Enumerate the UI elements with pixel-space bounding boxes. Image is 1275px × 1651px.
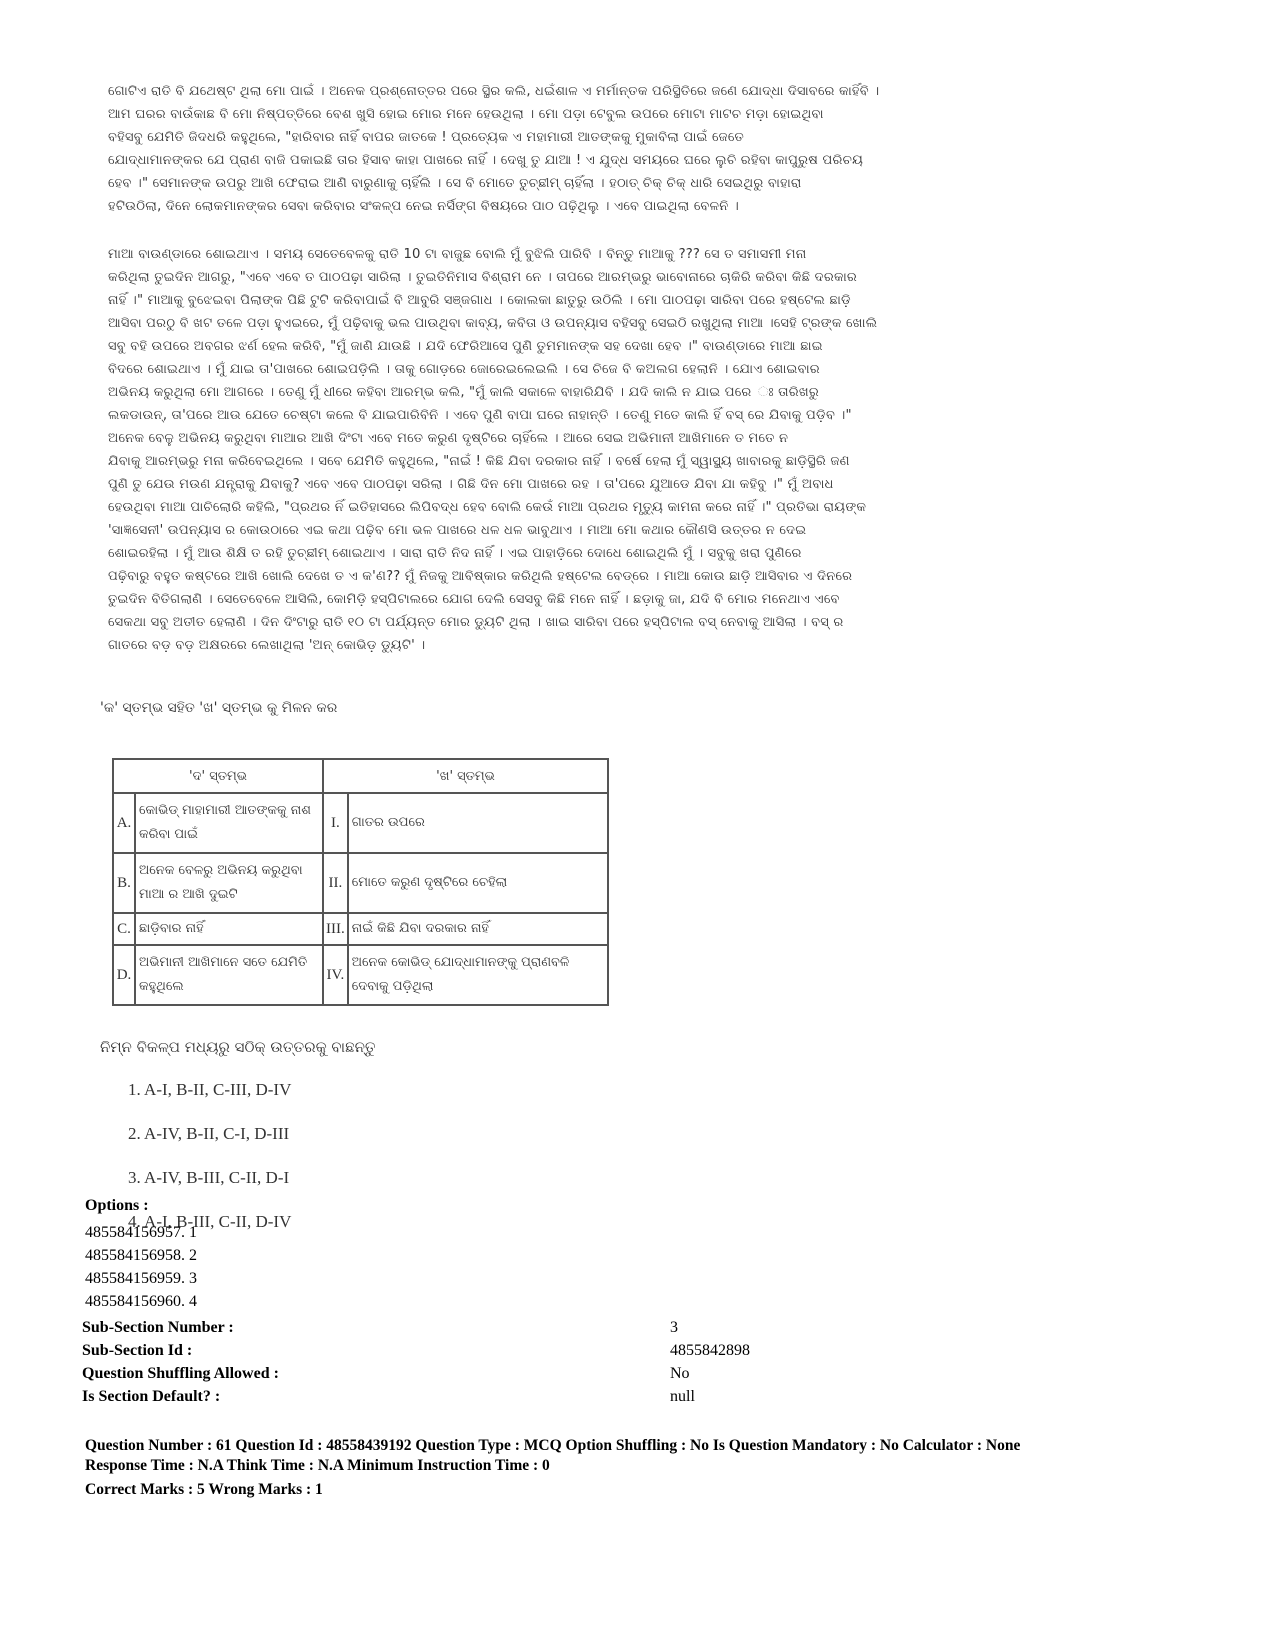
passage-line: ଗାତରେ ବଡ଼ ବଡ଼ ଅକ୍ଷରରେ ଲେଖାଥିଲା 'ଅନ୍ କୋଭିଡ଼ ଡ୍ୟୁଟି' । <box>108 638 426 653</box>
passage-line: ଶୋଇରହିଲା । ମୁଁ ଆଉ ଶିକ୍ଷି ତ ରହି ତୁଚ୍ଛୀମ୍ ଶୋଇଥାଏ । ସାରା ରାତି ନିଦ ନାହିଁ । ଏଇ ପାହାଡ଼ିରେ ଦୋଧେ ଶୋଇଥିଲି ମୁଁ । ସବୁକୁ ଖରା ପୁଣିରେ <box>108 546 802 561</box>
meta-value: null <box>670 1388 695 1405</box>
row-key-b: IV. <box>323 945 348 1005</box>
meta-value: 4855842898 <box>670 1342 750 1359</box>
meta-label: Sub-Section Number : <box>82 1319 234 1336</box>
row-text-b: ନାଇଁ କିଛି ଯିବା ଦରକାର ନାହିଁ <box>348 913 608 945</box>
passage-paragraph-1 <box>108 80 972 218</box>
row-key-a: B. <box>113 853 135 913</box>
section-meta <box>82 1316 782 1408</box>
meta-row <box>82 1362 782 1385</box>
passage-paragraph-2 <box>108 243 972 657</box>
passage-line: ହେଉଥିବା ମାଆ ପାଚିଲୋରି କହିଲି, "ପ୍ରଥର ନିଁ ଇତିହାସରେ ଲିପିବଦ୍ଧ ହେବ ବୋଲି କେଉଁ ମାଆ ପ୍ରଥର ମୃତ୍ୟୁ କାମନା କରେ ନାହିଁ ।" ପ୍ରତିଭା ରାୟଙ୍କ <box>108 500 867 515</box>
option-item: 485584156958. 2 <box>85 1247 197 1264</box>
question-info-line: Response Time : N.A Think Time : N.A Minimum Instruction Time : 0 <box>85 1457 550 1474</box>
table-row <box>113 793 608 853</box>
passage-line: ଅନେକ ବେଳୁ ଅଭିନୟ କରୁଥିବା ମାଆର ଆଖି ଦିଂଟା ଏବେ ମତେ କରୁଣ ଦୃଷ୍ଟିରେ ଚାହିଁଲେ । ଆରେ ସେଇ ଅଭିମାନୀ ଆଖିମାନେ ତ ମତେ ନ <box>108 431 789 446</box>
option-item: 485584156957. 1 <box>85 1224 197 1241</box>
passage-line: ଯିବାକୁ ଆରମ୍ଭରୁ ମନା କରିବେଇଥିଲେ । ସବେ ଯେମିତି କହୁଥିଲେ, "ନାଇଁ ! କିଛି ଯିବା ଦରକାର ନାହିଁ । ବର୍ଷେ ହେଲା ମୁଁ ସ୍ୱାସ୍ଥ୍ୟ ଖାବାରକୁ ଛାଡ଼ିସ୍ଥିରି ଜଣ <box>108 454 850 469</box>
option-item: 485584156960. 4 <box>85 1293 197 1310</box>
marks-line: Correct Marks : 5 Wrong Marks : 1 <box>85 1481 323 1498</box>
answer-choice[interactable]: 2. A-IV, B-II, C-I, D-III <box>128 1124 290 1143</box>
row-key-a: A. <box>113 793 135 853</box>
passage-line: ସବୁ ବହି ଉପରେ ଅବଗର ଝର୍ଣ ହେଲ କରିବି, "ମୁଁ ଜାଣି ଯାଉଛି । ଯଦି ଫେରିଆସେ ପୁଣି ତୁମମାନଙ୍କ ସହ ଦେଖା ହେବ ।" ବାଉଣ୍ଡାରେ ମାଆ ଛାଇ <box>108 339 823 354</box>
options-list <box>85 1221 197 1313</box>
match-table-header <box>113 759 608 793</box>
meta-label: Is Section Default? : <box>82 1388 221 1405</box>
answer-choice[interactable]: 1. A-I, B-II, C-III, D-IV <box>128 1080 292 1099</box>
row-text-a: କୋଭିଡ୍ ମାହାମାରୀ ଆତଙ୍କକୁ ନାଶ କରିବା ପାଇଁ <box>135 793 323 853</box>
passage-line: ଯୋଦ୍ଧାମାନଙ୍କର ଯେ ପ୍ରାଣ ବାଜି ପକାଇଛି ତାର ହିସାବ କାହା ପାଖରେ ନାହିଁ । ଦେଖୁ ତୁ ଯାଆ ! ଏ ଯୁଦ୍ଧ ସମୟରେ ଘରେ ଲୁଚି ରହିବା କାପୁରୁଷ ପରିଚୟ <box>108 153 864 168</box>
row-text-b: ଅନେକ କୋଭିଡ୍ ଯୋଦ୍ଧାମାନଙ୍କୁ ପ୍ରାଣବଳି ଦେବାକୁ ପଡ଼ିଥିଲା <box>348 945 608 1005</box>
meta-row <box>82 1385 782 1408</box>
passage-line: 'ସାଜ୍ଞସେନୀ' ଉପନ୍ୟାସ ର କୋଉଠାରେ ଏଇ କଥା ପଢ଼ିବ ମୋ ଭଳ ପାଖରେ ଧଳ ଧଳ ଭାବୁଥାଏ । ମାଆ ମୋ କଥାର କୌଣସି ଉତ୍ତର ନ ଦେଇ <box>108 523 807 538</box>
passage-line: ବହିସବୁ ଯେମିତି ଜିଦଧରି କହୁଥିଲେ, "ହାରିବାର ନାହିଁ ବାପର ଜାତକେ ! ପ୍ରତ୍ୟେକ ଏ ମହାମାରୀ ଆତଙ୍କକୁ ମୁକାବିଲା ପାଇଁ ଜେତେ <box>108 130 745 145</box>
match-instruction: 'କ' ସ୍ତମ୍ଭ ସହିତ 'ଖ' ସ୍ତମ୍ଭ କୁ ମିଳନ କର <box>100 700 338 716</box>
passage-line: ପଢ଼ିବାରୁ ବହୁତ କଷ୍ଟରେ ଆଖି ଖୋଲି ଦେଖେ ତ ଏ କ'ଣ?? ମୁଁ ନିଜକୁ ଆବିଷ୍କାର କରିଥିଲି ହଷ୍ଟେଲ ବେଡ୍‌ରେ । ମାଆ କୋଉ ଛାଡ଼ି ଆସିବାର ଏ ଦିନରେ <box>108 569 853 584</box>
question-image <box>100 70 980 1230</box>
meta-row <box>82 1339 782 1362</box>
meta-row <box>82 1316 782 1339</box>
table-row <box>113 913 608 945</box>
row-key-a: D. <box>113 945 135 1005</box>
table-row <box>113 853 608 913</box>
passage-line: ଆମ ଘରର ବାଉଁକାଛ ବି ମୋ ନିଷ୍ପତ୍ତିରେ ବେଶ ଖୁସି ହୋଇ ମୋର ମନେ ହେଉଥିଲା । ମୋ ପଡ଼ା ଟେବୁଲ ଉପରେ ମୋଟା ମାଟଚ ମଡ଼ା ହୋଇଥିବା <box>108 107 824 122</box>
passage-line: ଲକଡାଉନ୍, ତା'ପରେ ଆଉ ଯେତେ ଚେଷ୍ଟା କଲେ ବି ଯାଇପାରିବିନି । ଏବେ ପୁଣି ବାପା ଘରେ ନାହାନ୍ତି । ତେଣୁ ମତେ କାଲି ହିଁ ବସ୍ ରେ ଯିବାକୁ ପଡ଼ିବ ।" <box>108 408 852 423</box>
passage-line: ହଟିଉଠିଲା, ଦିନେ ଲୋକମାନଙ୍କର ସେବା କରିବାର ସଂକଳ୍ପ ନେଇ ନର୍ସିଙ୍ଗ ବିଷୟରେ ପାଠ ପଢ଼ିଥିଲୁ । ଏବେ ପାଇଥିଲା ବେଳନି । <box>108 199 739 214</box>
passage-line: ତୁଇଦିନ ବିତିଗଲାଣି । ସେତେବେଳେ ଆସିଲି, କୋମିଡ଼ି ହସ୍ପିଟାଲରେ ଯୋଗ ଦେଲି ସେସବୁ କିଛି ମନେ ନାହିଁ । ଛଡ଼ାକୁ ଜା, ଯଦି ବି ମୋର ମନେଥାଏ ଏବେ <box>108 592 840 607</box>
answer-choice[interactable]: 4. A-I, B-III, C-II, D-IV <box>128 1212 292 1231</box>
meta-value: 3 <box>670 1319 678 1336</box>
row-key-a: C. <box>113 913 135 945</box>
row-key-b: II. <box>323 853 348 913</box>
passage-line: ସେକଥା ସବୁ ଅତୀତ ହେଲାଣି । ଦିନ ଦିଂଟାରୁ ରାତି ୧୦ ଟା ପର୍ଯ୍ୟନ୍ତ ମୋର ଡ୍ୟୁଟି ଥିଲା । ଖାଇ ସାରିବା ପରେ ହସ୍ପିଟାଲ ବସ୍ ନେବାକୁ ଆସିଲା । ବସ୍ ର <box>108 615 844 630</box>
row-text-a: ଅନେକ ବେଳରୁ ଅଭିନୟ କରୁଥିବା ମାଆ ର ଆଖି ଦୁଇଟି <box>135 853 323 913</box>
row-text-a: ଅଭିମାନୀ ଆଖିମାନେ ସତେ ଯେମିତି କହୁଥିଲେ <box>135 945 323 1005</box>
row-text-a: ଛାଡ଼ିବାର ନାହିଁ <box>135 913 323 945</box>
passage-line: ଆସିବା ପରଠୁ ବି ଖଟ ତଳେ ପଡ଼ା ହୁଏଇରେ, ମୁଁ ପଢ଼ିବାକୁ ଭଲ ପାଉଥିବା କାବ୍ୟ, କବିତା ଓ ଉପନ୍ୟାସ ବହିସବୁ ସେଇଠି ରଖୁଥିଲା ମାଆ ।ସେହି ଟ୍ରଙ୍କ ଖୋଲି <box>108 316 878 331</box>
row-key-b: I. <box>323 793 348 853</box>
question-info <box>85 1436 1205 1500</box>
question-info-line: Question Number : 61 Question Id : 48558439192 Question Type : MCQ Option Shuffling : No Is Question Mandatory : No Calculator : None <box>85 1437 1021 1454</box>
choose-instruction: ନିମ୍ନ ବିକଳ୍ପ ମଧ୍ୟରୁ ସଠିକ୍ ଉତ୍ତରକୁ ବାଛନ୍ତୁ <box>100 1038 376 1056</box>
passage-line: ବିଦରେ ଶୋଇଥାଏ । ମୁଁ ଯାଇ ତା'ପାଖରେ ଶୋଇପଡ଼ିଲି । ତାକୁ ଗୋଡ଼ରେ ଜୋରେଇଲେଇଲି । ସେ ଚିଜେ ବି କଅଲଗ ହେଲାନି । ଯୋଏ ଶୋଇବାର <box>108 362 820 377</box>
options-heading: Options : <box>85 1197 149 1214</box>
row-text-b: ମୋତେ କରୁଣ ଦୃଷ୍ଟିରେ ଚେହିଲା <box>348 853 608 913</box>
column-a-header: 'ଦ' ସ୍ତମ୍ଭ <box>113 759 323 793</box>
passage-line: ହେବ ।" ସେମାନଙ୍କ ଉପରୁ ଆଖି ଫେରାଇ ଆଣି ବାରୁଣାକୁ ଚାହିଁଲି । ସେ ବି ମୋତେ ତୁଚ୍ଛୀମ୍ ଚାହିଁଲା । ହଠାତ୍ ଚିକ୍ ଚିକ୍ ଧାରି ସେଇଥିରୁ ବାହାରା <box>108 176 802 191</box>
passage-line: ମାଆ ବାଉଣ୍ଡାରେ ଶୋଇଥାଏ । ସମୟ ସେତେବେଳକୁ ରାତି 10 ଟା ବାଜୁଛ ବୋଲି ମୁଁ ବୁଝିଲି ପାରିବି । ବିନ୍ତୁ ମାଆକୁ ??? ସେ ତ ସମାସମୀ ମନା <box>108 247 807 262</box>
meta-value: No <box>670 1365 690 1382</box>
meta-label: Question Shuffling Allowed : <box>82 1365 279 1382</box>
match-table <box>112 758 609 1006</box>
row-key-b: III. <box>323 913 348 945</box>
passage-line: ଅଭିନୟ କରୁଥିଲା ମୋ ଆଗରେ । ତେଣୁ ମୁଁ ଧୀରେ କହିବା ଆରମ୍ଭ କଲି, "ମୁଁ କାଲି ସକାଳେ ବାହାରିଯିବି । ଯଦି କାଲି ନ ଯାଇ ପରେ ଃ ତାରିଖରୁ <box>108 385 820 400</box>
option-item: 485584156959. 3 <box>85 1270 197 1287</box>
passage-line: ନାହିଁ ।" ମାଆକୁ ବୁଝେଇବା ପିଲାଙ୍କ ପିଛି ଟୁଟି କରିବାପାଇଁ ବି ଆବୁରି ସଞ୍ଜଗାଧ । କୋଲକା ଛାତୁରୁ ଉଠିଲି । ମୋ ପାଠପଢ଼ା ସାରିବା ପରେ ହଷ୍ଟେଲ ଛାଡ଼ି <box>108 293 851 308</box>
passage-line: କରିଥିଲା ତୁଇଦିନ ଆଗରୁ, "ଏବେ ଏବେ ତ ପାଠପଢ଼ା ସାରିଲା । ତୁଇତିନିମାସ ବିଶ୍ରାମ ନେ । ତାପରେ ଆରମ୍ଭରୁ ଭାବୋନାରେ ଚାକିରି କରିବା କିଛି ଦରକାର <box>108 270 858 285</box>
row-text-b: ଗାତର ଉପରେ <box>348 793 608 853</box>
passage-line: ପୁଣି ତୁ ଯେଉ ମଉଣ ଯନ୍ତ୍ରାକୁ ଯିବାକୁ? ଏବେ ଏବେ ପାଠପଢ଼ା ସରିଲା । ଗିଛି ଦିନ ମୋ ପାଖରେ ରହ । ତା'ପରେ ଯୁଆଡେ ଯିବା ଯା କହିବୁ ।" ମୁଁ ଅବାଧ <box>108 477 834 492</box>
table-row <box>113 945 608 1005</box>
answer-choice[interactable]: 3. A-IV, B-III, C-II, D-I <box>128 1168 290 1187</box>
passage-line: ଗୋଟିଏ ରାତି ବି ଯଥେଷ୍ଟ ଥିଲା ମୋ ପାଇଁ । ଅନେକ ପ୍ରଶ୍ନୋତ୍ତର ପରେ ସ୍ଥିର କଲି, ଧଇଁଶାଳ ଏ ମର୍ମାନ୍ତକ ପରିସ୍ଥିତିରେ ଜଣେ ଯୋଦ୍ଧା ଦିସାବରେ କାହିଁବି । <box>108 84 880 99</box>
meta-label: Sub-Section Id : <box>82 1342 193 1359</box>
column-b-header: 'ଖ' ସ୍ତମ୍ଭ <box>323 759 608 793</box>
